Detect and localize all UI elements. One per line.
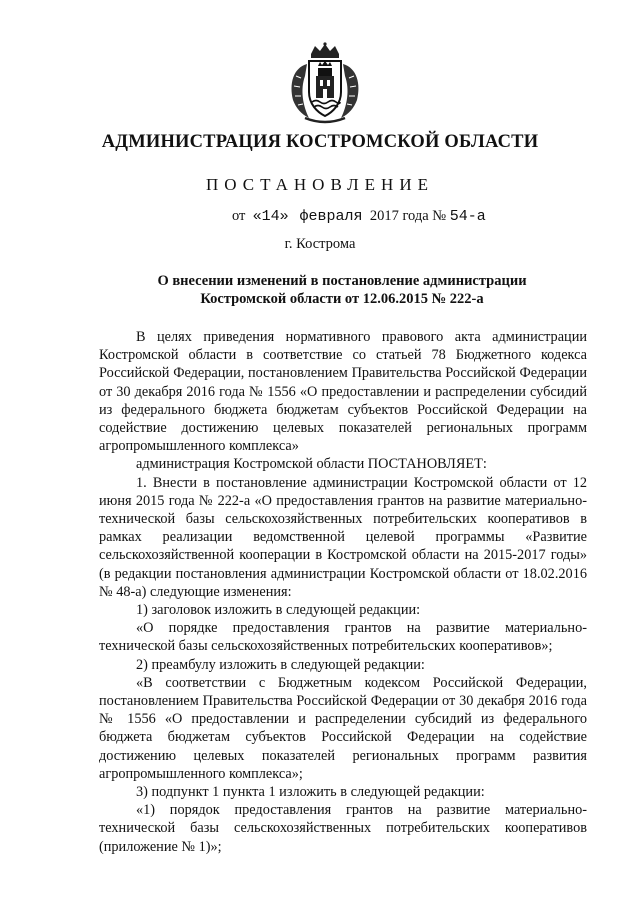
document-type: ПОСТАНОВЛЕНИЕ: [205, 175, 434, 194]
organization-title: АДМИНИСТРАЦИЯ КОСТРОМСКОЙ ОБЛАСТИ: [101, 132, 539, 152]
body-paragraph: «В соответствии с Бюджетным кодексом Российской Федерации, постановлением Правительства Российской Федерации от 30 декабря 2016 года № 1556 «О предоставлении и распределении субсидий из федерального бюджета бюджетам субъектов Российской Федерации на содействие достижению целевых показателей региональных программ развития агропромышленного комплекса»;: [99, 674, 587, 782]
body-paragraph: администрация Костромской области ПОСТАНОВЛЯЕТ:: [136, 456, 487, 473]
body-paragraph: 1. Внести в постановление администрации Костромской области от 12 июня 2015 года № 222-а «О предоставления грантов на развитие материально-технической базы сельскохозяйственных потребительских кооперативов в рамках реализации ведомственной целевой программы «Развитие сельскохозяйственной кооперации в Костромской области на 2015-2017 годы» (в редакции постановления администрации Костромской области от 18.02.2016 № 48-а) следующие изменения:: [99, 474, 587, 600]
city-name: г. Кострома: [284, 236, 356, 252]
date-year: 2017 года №: [369, 208, 447, 224]
date-prefix: от: [232, 208, 246, 224]
document-body: [99, 328, 587, 856]
body-paragraph: 1) заголовок изложить в следующей редакции:: [136, 602, 421, 619]
subject-line-2: Костромской области от 12.06.2015 № 222-а: [200, 291, 484, 307]
document-subject: [100, 272, 584, 308]
body-paragraph: В целях приведения нормативного правового акта администрации Костромской области в соответствие со статьей 78 Бюджетного кодекса Российской Федерации, постановлением Правительства Российской Федерации от 30 декабря 2016 года № 1556 «О предоставлении и распределении субсидий из федерального бюджета бюджетам субъектов Российской Федерации на содействие достижению целевых показателей региональных программ агропромышленного комплекса»: [99, 329, 587, 455]
document-number: 54-а: [449, 208, 486, 225]
date-month: февраля: [299, 208, 363, 225]
body-paragraph: 2) преамбулу изложить в следующей редакции:: [136, 656, 425, 673]
body-paragraph: 3) подпункт 1 пункта 1 изложить в следующей редакции:: [136, 784, 485, 801]
document-date-line: [232, 208, 486, 225]
body-paragraph: «1) порядок предоставления грантов на развитие материально-технической базы сельскохозяйственных потребительских кооперативов (приложение № 1)»;: [99, 802, 587, 855]
subject-line-1: О внесении изменений в постановление администрации: [157, 273, 527, 289]
body-paragraph: «О порядке предоставления грантов на развитие материально-технической базы сельскохозяйственных потребительских кооперативов»;: [99, 620, 587, 655]
kostroma-coat-of-arms-icon: [287, 42, 363, 124]
date-day: «14»: [252, 208, 289, 225]
